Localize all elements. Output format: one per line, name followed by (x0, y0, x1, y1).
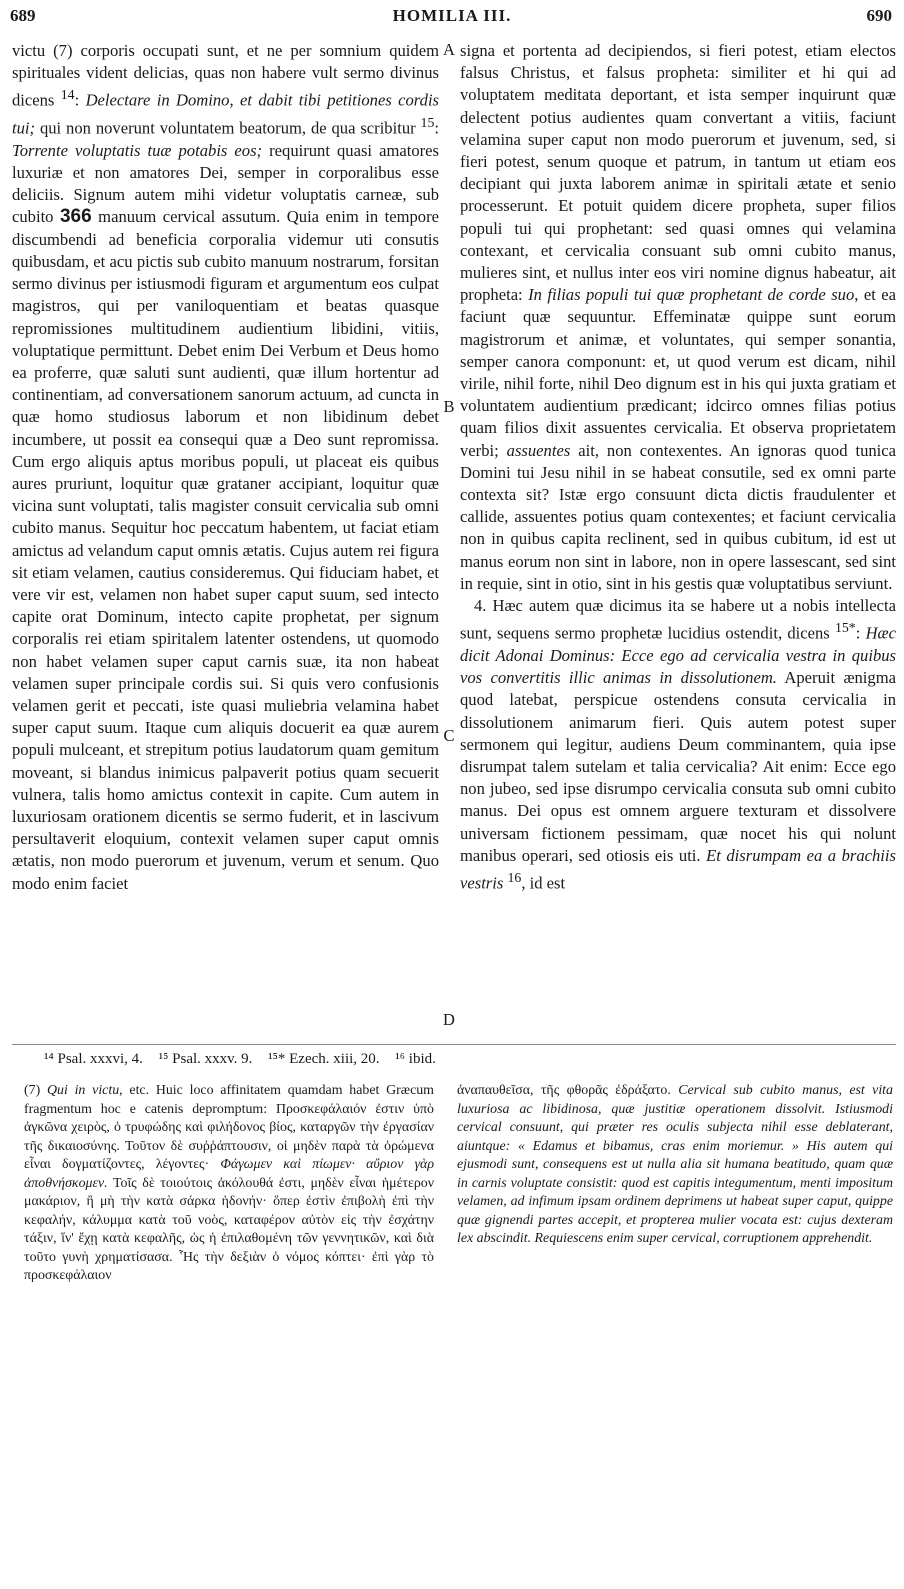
right-column (460, 40, 896, 895)
footnote-ref-15: 15 (420, 115, 435, 131)
text-run: signa et portenta ad decipiendos, si fieri potest, etiam electos falsus Christus, et falsus propheta: similiter et hi qui ad voluptatem meditata deportant, et ista semper inquirunt quæ delectent potius audientes quam convertant a vitiis, faciunt velamina super caput non modo puerorum et juvenum, sed, si fieri potest, senum quoque et patrum, in tantum ut etiam eos decipiant qui juxta laborem animæ in spiritali ætate et senio processerunt. Et potuit quidem dicere propheta, super filios populi tui qui prophetant: sed quasi omnes qui velamina contexant, et cervicalia consuant sub omni cubito manus, mulieres sint, et nullus inter eos viri nomine dignus habeatur, ait propheta: (460, 41, 896, 305)
emphasized-word: assuentes (506, 440, 571, 460)
footnote-ref-14: 14 (60, 87, 75, 103)
note-lemma: Qui in victu (46, 1083, 120, 1098)
right-paragraph-2 (460, 595, 896, 895)
page-number-right: 690 (866, 6, 892, 25)
text-run: , etc. Huic loco affinitatem quamdam habet Græcum fragmentum hoc e catenis depromptum: Προσκεφάλαιόν ἐστιν ὑπὸ ἀγκῶνα χειρὸς, ὁ τρυφώδης καὶ φιλήδονος βίος, καταργῶν τὴν ἐργασίαν τῆς δικαιοσύνης. Τοῦτον δὲ συῤῥάπτουσιν, οἱ μηδὲν παρὰ τὰ ὁρώμενα εἶναι δογματίζοντες, λέγοντες· (24, 1083, 434, 1172)
left-column (12, 40, 439, 895)
greek-quote: Φάγωμεν καὶ πίωμεν· αὔριον γὰρ ἀποθνήσκομεν. (24, 1157, 434, 1191)
text-run: manuum cervical assutum. Quia enim in tempore discumbendi ad beneficia corporalia videmur uti consutis quibusdam, et acu pictis sub cubito manuum nostrarum, forsitan sermo divinus per istiusmodi figuram et argumentum eos culpat magistros, qui per vaniloquentiam et beatas quasque repromissiones multitudinem audientium libidini, vitiis, voluptatique permittunt. Debet enim Dei Verbum et Deus homo ea proferre, quæ saluti sunt audienti, quæ illum hortentur ad continentiam, ad conversationem sanorum actuum, ad cuncta in quæ homo studiosus laborum et non libidinum debet incumbere, ut possit ea consequi quæ a Deo sunt repromissa. Cum ergo aliquis aptus moribus populi, ut placeat eis quibus aures pruriunt, loquitur quæ grataner accipiant, loquitur quæ vicina sunt voluptati, talis magister consuit cervicalia sub omni cubito manus. Sequitur hoc peccatum habentem, ut faciat etiam amictus ad velandum caput omnis ætatis. Cujus autem rei figura sit etiam velamen, cautius consideremus. Qui fiduciam habet, et vere vir est, velamen non habet super caput suum, sed intecto capite orat Dominum, intecto capite prophetat, per signum corporalis rei etiam spiritalem latenter ostendens, ut quomodo non habet velamen super caput carnis suæ, ita non habeat velamen super principale cordis sui. Si quis vero confusionis velamen gerit et peccati, iste quasi muliebria velamina habet super caput suum. Itaque cum aliquis docuerit ea quæ aurem populi mulceant, et strepitum potius laudatorum quam gemitum moveant, si blandus inimicus palpaverit potius quam secuerit vulnera, talis homo amictus contexit in capite. Cum autem in luxuriosam orationem dicentis se sermo fuderit, et in lascivum persultaverit eloquium, contexit velamen super caput omnis ætatis, non modo puerorum et juvenum, verum et senum. Quo modo enim faciet (12, 207, 439, 893)
margin-marker-c: C (443, 726, 455, 745)
text-run: qui non noverunt voluntatem beatorum, de qua scribitur (35, 118, 421, 138)
page-number-left: 689 (10, 6, 36, 25)
inline-page-number: 366 (59, 206, 92, 228)
footnote-ref-item: ¹⁵ Psal. xxxv. 9. (158, 1051, 253, 1067)
text-run: victu (7) corporis occupati sunt, et ne per somnium quidem spirituales vident delicias, quas non habere vult sermo divinus dicens (12, 41, 439, 110)
editor-note-left (24, 1082, 434, 1286)
footnote-ref-15s: 15* (834, 620, 856, 636)
text-run: : (855, 623, 866, 643)
scripture-quote: In filias populi tui quæ prophetant de corde suo (528, 285, 855, 305)
text-run: ἀναπαυθεῖσα, τῆς φθορᾶς ἐδράξατο. (457, 1083, 679, 1098)
right-paragraph-1 (460, 40, 896, 595)
running-title: HOMILIA III. (392, 6, 512, 25)
scripture-quote: Torrente voluptatis tuæ potabis eos; (12, 140, 263, 160)
text-run: Τοῖς δὲ τοιούτοις ἀκόλουθά ἐστι, μηδὲν εἶναι ἡμέτερον μακάριον, ἢ μὴ τὴν κατὰ σάρκα ἡδονήν· ὅπερ ἐστὶν ἐπιβολὴ ἐπὶ τὴν κεφαλήν, κάλυμμα κατὰ τοῦ νοὸς, καταφέρον αὐτὸν εἰς τὴν ἐσχάτην τάξιν, ἵν' ἔχῃ κατὰ κεφαλῆς, ὡς ἡ ἐπιλαθομένη τῶν γεννητικῶν, καὶ διὰ τοῦτο γυνὴ χρηματίσασα. Ἧς τὴν δεξιὰν ὁ νόμος κόπτει· ἐπὶ γὰρ τὸ προσκεφάλαιον (24, 1175, 434, 1283)
text-run: ait, non contexentes. An ignoras quod tunica Domini tui Jesu nihil in se habeat consutile, sed ex omni parte contexta sit? Istæ ergo consuunt dicta dictis fraudulenter et callide, assuentes potius quam contexentes; et faciunt cervicalia non in quibus capita reclinent, sed in quibus cubitum, id est ut manus eorum non sint in labore, non in opere lassescant, sed sint in requie, sint in otio, sint in his gestis quæ voluptatibus serviunt. (460, 440, 896, 593)
text-run: , et ea faciunt quæ sequuntur. Effeminatæ quippe sunt eorum magistrorum et animæ, et voluntates, qui semper sonantia, semper canora componunt: et, ut quod verum est dicam, nihil virile, nihil forte, nihil Deo dignum est in his qui juxta gratiam et voluntatem audientium prædicant; idcirco omnes filias potius quam filios dixit assuentes cervicalia. Et observa proprietatem verbi; (460, 285, 896, 460)
scripture-quote: Et disrumpam ea a brachiis vestris (460, 845, 896, 893)
footnote-ref-item: ¹⁴ Psal. xxxvi, 4. (44, 1051, 143, 1067)
footnote-ref-16: 16 (507, 870, 522, 886)
text-run: : (434, 118, 439, 138)
latin-translation: Cervical sub cubito manus, est vita luxuriosa ac libidinosa, quæ justitiæ operationem dissolvit. Istiusmodi cervical consuunt, qui præter res oculis subjecta nihil esse deblaterant, aiuntque: « Edamus et bibamus, cras enim moriemur. » His autem qui ejusmodi sunt, consequens est ut nulla alia sit humana beatitudo, quam quæ in carnis voluptate consistit: quod est capitis integumentum, menti impositum velamen, ad infimum ipsam ordinem deprimens ut habeat super caput, quippe quæ gignendi partes accepit, et propterea mulier vocata est: cujus dexteram lex abscindit. Requiescens enim super cervical, corruptionem apprehendit. (457, 1083, 893, 1246)
text-run: , id est (521, 873, 566, 893)
footnote-divider (12, 1044, 896, 1045)
note-paragraph (24, 1082, 434, 1286)
left-paragraph: victu (7) corporis occupati sunt, et ne per somnium quidem spirituales vident delicias, quas non habere vult sermo divinus dicens $^{14}$: Delectare in Domino, et dabit tibi petitiones cordis tui; qui non noverunt voluntatem beatorum, de qua scribitur $^{15}$: Torrente voluptatis tuæ potabis eos; requirunt quasi amatores luxuriæ et non amatores Dei, semper in corporalibus esse deliciis. Signum autem mihi videtur voluptatis carneæ, sub cubito 366 manuum cervical assutum. Quia enim in tempore discumbendi ad beneficia corporalia videmur uti consutis quibusdam, et acu pictis sub cubito manuum nostrarum, forsitan sermo divinus per istiusmodi figuram et argumentum eos culpat magistros, qui per vaniloquentiam et beatas quasque repromissiones multitudinem audientium libidini, vitiis, voluptatique permittunt. Debet enim Dei Verbum et Deus homo ea proferre, quæ saluti sunt audienti, quæ illum hortentur ad continentiam, ad conversationem sanorum actuum, ad cuncta in quæ homo studiosus laborum et non libidinum debet incumbere, ut possit ea consequi quæ a Deo sunt repromissa. Cum ergo aliquis aptus moribus populi, ut placeat eis quibus aures pruriunt, loquitur quæ grataner accipiant, loquitur quæ vicina sunt voluptati, talis magister consuit cervicalia sub omni cubito manus. Sequitur hoc peccatum habentem, ut faciat etiam amictus ad velandum caput omnis ætatis. Cujus autem rei figura sit etiam velamen, cautius consideremus. Qui fiduciam habet, et vere vir est, velamen non habet super caput suum, sed intecto capite orat Dominum, intecto capite prophetat, per signum corporalis rei etiam spiritalem latenter ostendens, ut quomodo non habet velamen super caput carnis suæ, ita non habeat velamen super principale cordis sui. Si quis vero confusionis velamen gerit et peccati, iste quasi muliebria velamina habet super caput suum. Itaque cum aliquis docuerit ea quæ aurem populi mulceant, et strepitum potius laudatorum quam gemitum moveant, si blandus inimicus palpaverit potius quam secuerit vulnera, talis homo amictus contexit in capite. Cum autem in luxuriosam orationem dicentis se sermo fuderit, et in lascivum persultaverit eloquium, contexit velamen super caput omnis ætatis, non modo puerorum et juvenum, verum et senum. Quo modo enim faciet (12, 41, 440, 893)
margin-marker-d: D (443, 1010, 455, 1029)
running-head (0, 6, 904, 34)
footnote-references (44, 1049, 894, 1069)
scripture-quote: Hæc dicit Adonai Dominus: Ecce ego ad cervicalia vestra in quibus vos convertitis illic animas in dissolutionem. (460, 623, 896, 688)
note-paragraph (457, 1082, 893, 1249)
footnote-ref-item: ¹⁶ ibid. (395, 1051, 436, 1067)
text-run: (7) (24, 1083, 47, 1098)
margin-marker-b: B (443, 397, 455, 416)
text-run: requirunt quasi amatores luxuriæ et non amatores Dei, semper in corporalibus esse deliciis. Signum autem mihi videtur voluptatis carneæ, sub cubito (12, 140, 439, 227)
text-run: 4. Hæc autem quæ dicimus ita se habere ut a nobis intellecta sunt, sequens sermo prophetæ lucidius ostendit, dicens (460, 596, 896, 643)
text-run: Aperuit ænigma quod latebat, perspicue ostendens consuta cervicalia in dissolutionem animarum fieri. Quis autem potest super sermonem qui legitur, audiens Deum comminantem, quia ipse disrumpat talem sutelam et talia cervicalia? Ait enim: Ecce ego non jubeo, sed ipse disrumpo cervicalia consuta sub omni cubito manus. Dei opus est omnem arguere texturam et dissolvere universam fictionem pessimam, quæ nocet his qui nolunt manibus operari, sed otiosis eis uti. (460, 668, 896, 865)
margin-marker-a: A (443, 40, 455, 59)
footnote-ref-item: ¹⁵* Ezech. xiii, 20. (268, 1051, 380, 1067)
scripture-quote: Delectare in Domino, et dabit tibi petitiones cordis tui; (12, 90, 440, 138)
editor-note-right (457, 1082, 893, 1249)
